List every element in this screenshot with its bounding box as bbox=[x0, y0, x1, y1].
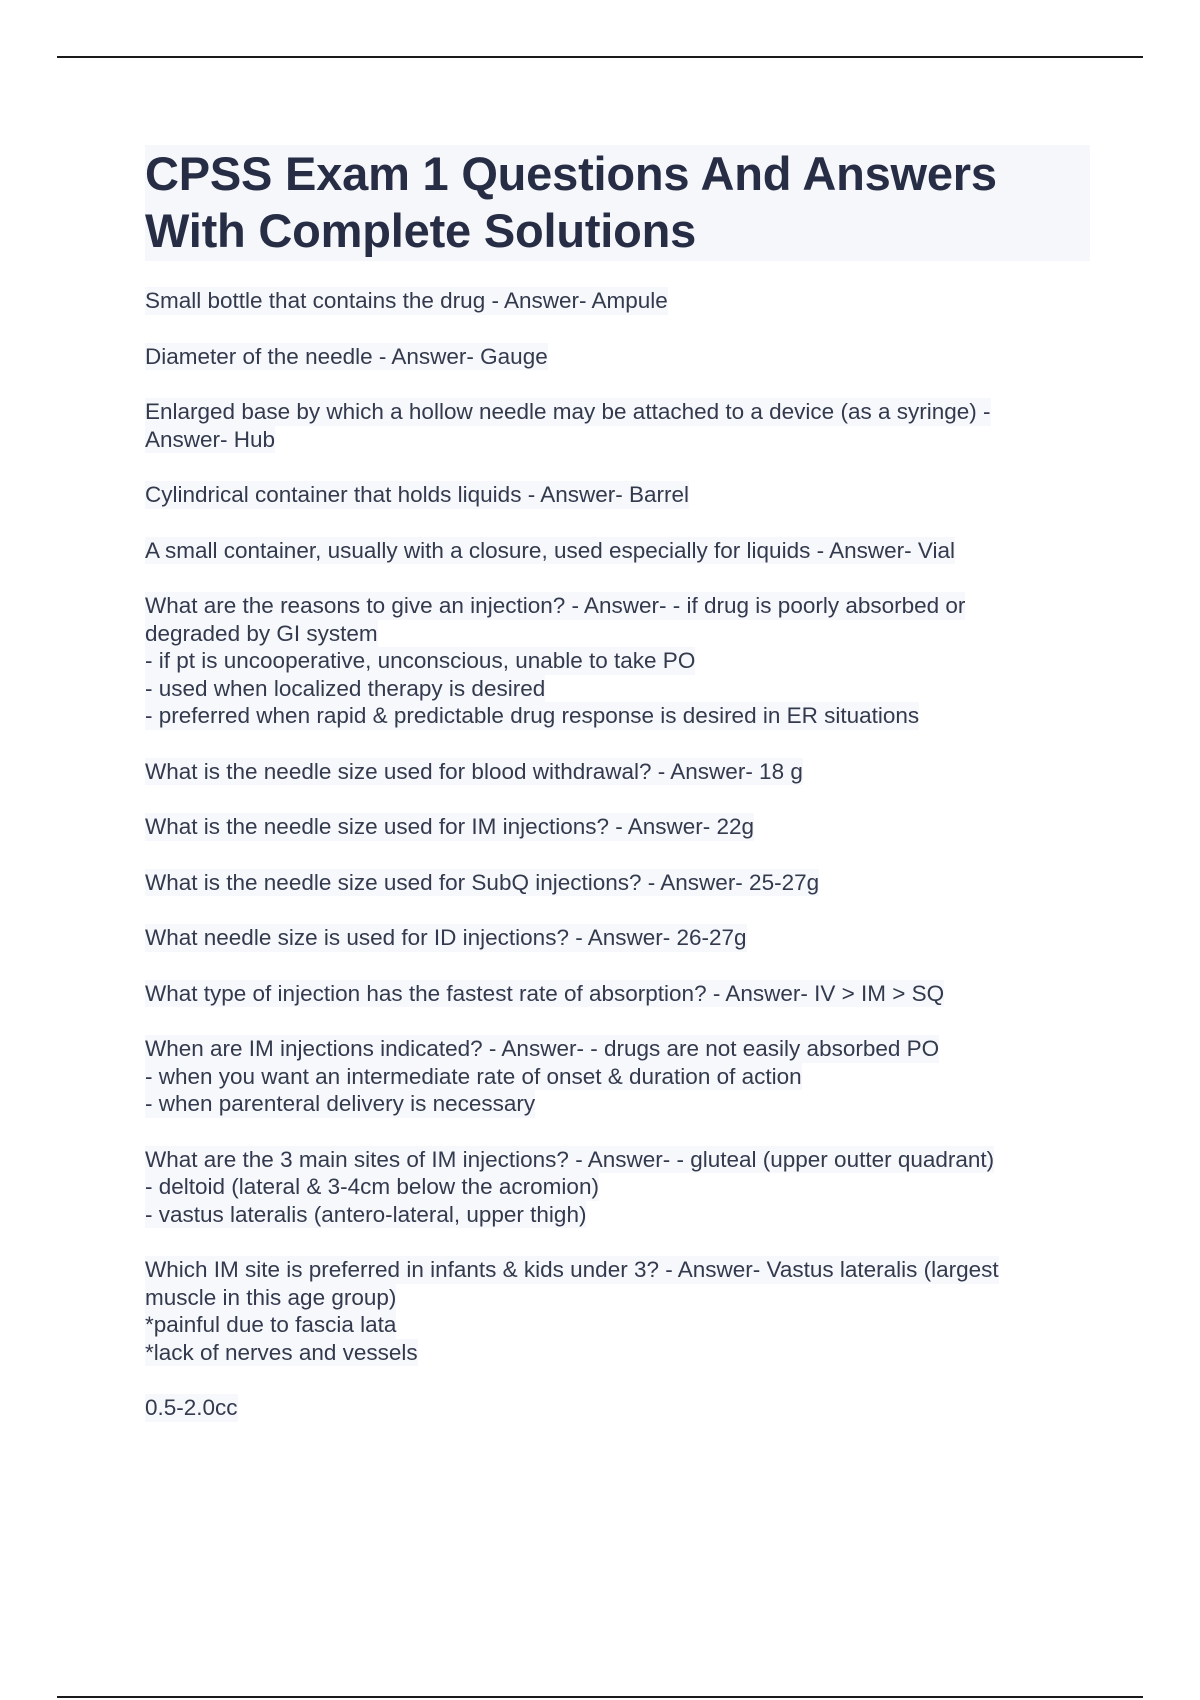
qa-text-line: - used when localized therapy is desired bbox=[145, 675, 546, 701]
qa-item bbox=[145, 481, 1090, 509]
document-title bbox=[145, 145, 1090, 261]
qa-text-line: What is the needle size used for SubQ injections? - Answer- 25-27g bbox=[145, 869, 820, 895]
title-line: CPSS Exam 1 Questions And Answers bbox=[145, 147, 997, 200]
qa-item bbox=[145, 287, 1090, 315]
qa-text-line: Cylindrical container that holds liquids - Answer- Barrel bbox=[145, 482, 689, 507]
qa-item bbox=[145, 1146, 1090, 1229]
qa-item bbox=[145, 1035, 1090, 1118]
qa-text-line: Small bottle that contains the drug - Answer- Ampule bbox=[145, 288, 668, 313]
qa-item bbox=[145, 398, 1090, 453]
qa-text-line: - vastus lateralis (antero-lateral, upper thigh) bbox=[145, 1201, 587, 1227]
qa-text-line: muscle in this age group) bbox=[145, 1284, 397, 1310]
qa-item bbox=[145, 537, 1090, 565]
qa-text-line: 0.5-2.0cc bbox=[145, 1395, 238, 1420]
document-body bbox=[145, 145, 1090, 1450]
qa-text-line: - deltoid (lateral & 3-4cm below the acromion) bbox=[145, 1174, 599, 1199]
qa-text-line: Which IM site is preferred in infants & kids under 3? - Answer- Vastus lateralis (largest bbox=[145, 1257, 999, 1282]
qa-text-line: What type of injection has the fastest rate of absorption? - Answer- IV > IM > SQ bbox=[145, 980, 945, 1006]
qa-text-line: Enlarged base by which a hollow needle may be attached to a device (as a syringe) - bbox=[145, 399, 991, 424]
qa-item bbox=[145, 1394, 1090, 1422]
qa-text-line: When are IM injections indicated? - Answer- - drugs are not easily absorbed PO bbox=[145, 1036, 940, 1061]
qa-text-line: - preferred when rapid & predictable drug response is desired in ER situations bbox=[145, 703, 920, 728]
qa-text-line: What are the reasons to give an injection? - Answer- - if drug is poorly absorbed or bbox=[145, 593, 966, 618]
qa-item bbox=[145, 869, 1090, 897]
qa-text-line: What is the needle size used for IM injections? - Answer- 22g bbox=[145, 814, 755, 839]
footer-rule bbox=[57, 1696, 1143, 1698]
qa-text-line: Answer- Hub bbox=[145, 426, 276, 452]
qa-item bbox=[145, 980, 1090, 1008]
qa-item bbox=[145, 813, 1090, 841]
qa-text-line: - when you want an intermediate rate of onset & duration of action bbox=[145, 1063, 802, 1089]
qa-text-line: Diameter of the needle - Answer- Gauge bbox=[145, 343, 548, 369]
header-rule bbox=[57, 56, 1143, 58]
qa-item bbox=[145, 1256, 1090, 1366]
qa-item bbox=[145, 758, 1090, 786]
qa-text-line: - when parenteral delivery is necessary bbox=[145, 1091, 536, 1116]
qa-item bbox=[145, 924, 1090, 952]
qa-list bbox=[145, 287, 1090, 1422]
qa-text-line: A small container, usually with a closure, used especially for liquids - Answer- Vial bbox=[145, 537, 955, 563]
qa-text-line: - if pt is uncooperative, unconscious, unable to take PO bbox=[145, 648, 696, 673]
qa-text-line: What are the 3 main sites of IM injections? - Answer- - gluteal (upper outter quadrant) bbox=[145, 1146, 995, 1172]
title-line: With Complete Solutions bbox=[145, 204, 697, 257]
qa-text-line: What is the needle size used for blood withdrawal? - Answer- 18 g bbox=[145, 758, 803, 784]
qa-text-line: *painful due to fascia lata bbox=[145, 1312, 397, 1337]
qa-item bbox=[145, 343, 1090, 371]
qa-text-line: *lack of nerves and vessels bbox=[145, 1339, 418, 1365]
qa-text-line: What needle size is used for ID injections? - Answer- 26-27g bbox=[145, 925, 747, 950]
qa-item bbox=[145, 592, 1090, 730]
qa-text-line: degraded by GI system bbox=[145, 620, 378, 646]
